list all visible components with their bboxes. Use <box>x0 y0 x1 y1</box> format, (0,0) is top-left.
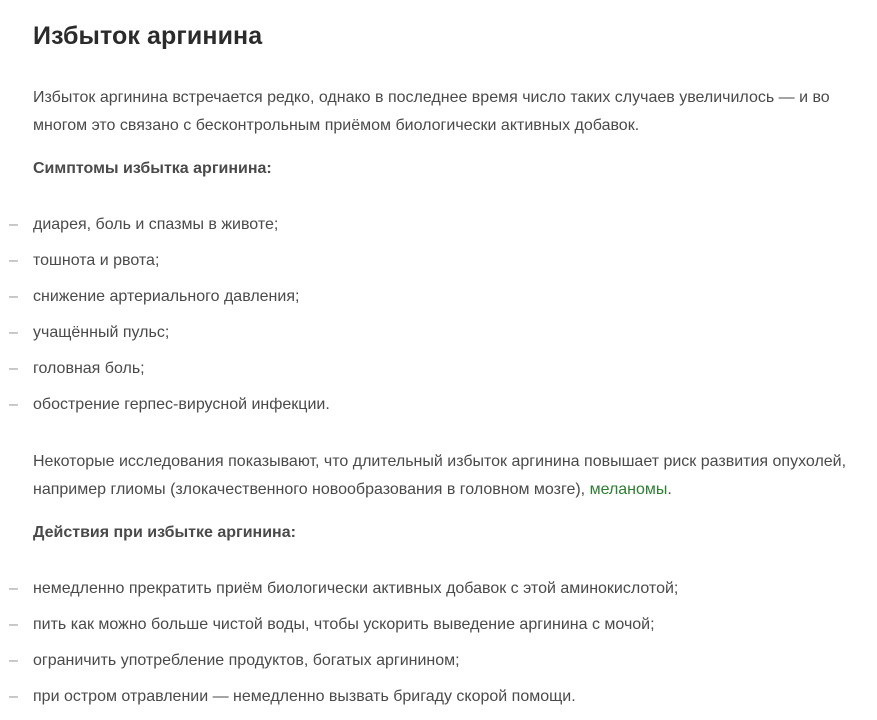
list-item <box>0 243 877 279</box>
bullet-dash: – <box>9 688 18 705</box>
page-title: Избыток аргинина <box>33 22 263 50</box>
list-item-text: учащённый пульс; <box>33 324 170 341</box>
bullet-dash: – <box>9 252 18 269</box>
list-item-text: тошнота и рвота; <box>33 252 160 269</box>
research-paragraph <box>33 448 863 504</box>
research-period: . <box>667 481 672 498</box>
list-item <box>0 679 877 715</box>
bullet-dash: – <box>9 396 18 413</box>
list-item <box>0 571 877 607</box>
list-item <box>0 351 877 387</box>
actions-list <box>0 571 877 715</box>
list-item <box>0 207 877 243</box>
list-item-text: немедленно прекратить приём биологически активных добавок с этой аминокислотой; <box>33 580 679 597</box>
bullet-dash: – <box>9 216 18 233</box>
list-item-text: диарея, боль и спазмы в животе; <box>33 216 279 233</box>
list-item-text: при остром отравлении — немедленно вызвать бригаду скорой помощи. <box>33 688 576 705</box>
bullet-dash: – <box>9 288 18 305</box>
bullet-dash: – <box>9 360 18 377</box>
list-item <box>0 279 877 315</box>
list-item-text: снижение артериального давления; <box>33 288 300 305</box>
bullet-dash: – <box>9 616 18 633</box>
bullet-dash: – <box>9 652 18 669</box>
actions-heading: Действия при избытке аргинина: <box>33 524 296 541</box>
symptoms-list <box>0 207 877 423</box>
list-item <box>0 607 877 643</box>
bullet-dash: – <box>9 580 18 597</box>
research-text: Некоторые исследования показывают, что длительный избыток аргинина повышает риск развития опухолей, например глиомы (злокачественного новообразования в головном мозге), <box>33 453 847 498</box>
bullet-dash: – <box>9 324 18 341</box>
list-item <box>0 315 877 351</box>
list-item-text: пить как можно больше чистой воды, чтобы ускорить выведение аргинина с мочой; <box>33 616 655 633</box>
melanoma-link[interactable]: меланомы <box>589 481 668 498</box>
list-item <box>0 643 877 679</box>
list-item-text: обострение герпес-вирусной инфекции. <box>33 396 330 413</box>
intro-paragraph: Избыток аргинина встречается редко, однако в последнее время число таких случаев увеличилось — и во многом это связано с бесконтрольным приёмом биологически активных добавок. <box>33 89 830 134</box>
list-item-text: головная боль; <box>33 360 145 377</box>
list-item <box>0 387 877 423</box>
symptoms-heading: Симптомы избытка аргинина: <box>33 160 272 177</box>
list-item-text: ограничить употребление продуктов, богатых аргинином; <box>33 652 460 669</box>
